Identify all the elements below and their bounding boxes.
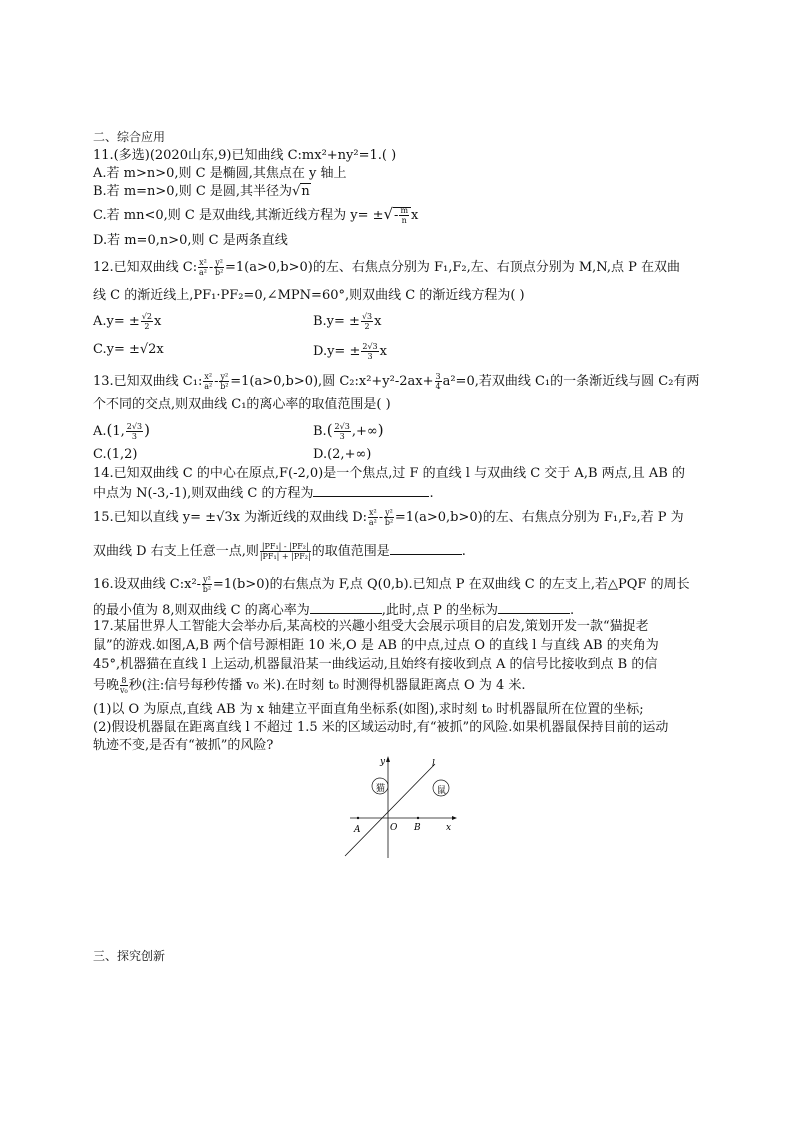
q15-line1: 15.已知以直线 y= ±√3x 为渐近线的双曲线 D: $\frac{\text{x²}}{\text{a²}}$ - $\frac{\text{y²}}{\text{b²}}$ =1(a>0,b>0)的左、右焦点分别为 F₁,F₂,若 P 为 xyxy=(93,508,684,527)
x-axis-arrow xyxy=(452,816,457,820)
q11-option-a: A.若 m>n>0,则 C 是椭圆,其焦点在 y 轴上 xyxy=(93,166,347,181)
q17-line3: 45°,机器猫在直线 l 上运动,机器鼠沿某一曲线运动,且始终有接收到点 A 的信号比接收到点 B 的信 xyxy=(93,657,658,672)
q17-line4: 号晚 $\frac{8}{\text{v₀}}$ 秒(注:信号每秒传播 v₀ 米).在时刻 t₀ 时测得机器鼠距离点 O 为 4 米. xyxy=(93,676,526,695)
q16-eccentricity-blank[interactable] xyxy=(310,601,382,614)
q14-answer-blank[interactable] xyxy=(313,484,429,497)
point-b-label: B xyxy=(414,823,421,833)
line-l-label: l xyxy=(432,759,435,769)
point-b-dot xyxy=(417,817,419,819)
q13-stem-line2: 个不同的交点,则双曲线 C₁的离心率的取值范围是( ) xyxy=(93,397,391,412)
q16-point-blank[interactable] xyxy=(498,601,570,614)
q14-line1: 14.已知双曲线 C 的中心在原点,F(-2,0)是一个焦点,过 F 的直线 l 与双曲线 C 交于 A,B 两点,且 AB 的 xyxy=(93,466,685,481)
q12-stem-line1: 12.已知双曲线 C: $\frac{\text{x²}}{\text{a²}}$ - $\frac{\text{y²}}{\text{b²}}$ =1(a>0,b>0)的左、右焦点分别为 F₁,F₂,左、右顶点分别为 M,N,点 P 在双曲 xyxy=(93,258,680,277)
q12-options-ab: A.y= ± $\frac{√2}{2}$ x B.y= ± $\frac{√3}{2}$ x xyxy=(93,312,382,331)
q11-option-b-radicand: n xyxy=(301,184,310,199)
line-l xyxy=(345,764,435,856)
q16-line1: 16.设双曲线 C:x²- $\frac{\text{y²}}{\text{b²}}$ =1(b>0)的右焦点为 F,点 Q(0,b).已知点 P 在双曲线 C 的左支上,若△PQF 的周长 xyxy=(93,575,690,594)
q11-stem: 11.(多选)(2020山东,9)已知曲线 C:mx²+ny²=1.( ) xyxy=(93,148,397,163)
q17-line2: 鼠”的游戏.如图,A,B 两个信号源相距 10 米,O 是 AB 的中点,过点 O 的直线 l 与直线 AB 的夹角为 xyxy=(93,638,659,653)
q12-stem-line2: 线 C 的渐近线上,PF₁·PF₂=0,∠MPN=60°,则双曲线 C 的渐近线方程为( ) xyxy=(93,288,525,303)
cat-label: 猫 xyxy=(376,784,386,794)
q11-option-b-text: B.若 m=n>0,则 C 是圆,其半径为 xyxy=(93,184,293,199)
q11-option-d: D.若 m=0,n>0,则 C 是两条直线 xyxy=(93,233,288,248)
q17-figure xyxy=(340,750,465,860)
q13-options-cd: C.(1,2) D.(2,+∞) xyxy=(93,447,372,462)
q15-line2: 双曲线 D 右支上任意一点,则 $\frac{\text{|PF₁| - |PF₂|}}{\text{|PF₁| + |PF₂|}}$ 的取值范围是 . xyxy=(93,542,466,561)
x-axis-label: x xyxy=(446,823,452,833)
y-axis-arrow xyxy=(386,756,390,762)
y-axis-label: y xyxy=(380,757,386,767)
q12-options-cd: C.y= ±√2x D.y= ± $\frac{2√3}{3}$ x xyxy=(93,342,387,361)
q17-part2: (2)假设机器鼠在距离直线 l 不超过 1.5 米的区域运动时,有“被抓”的风险.如果机器鼠保持目前的运动 xyxy=(93,720,669,735)
q13-stem-line1: 13.已知双曲线 C₁: $\frac{\text{x²}}{\text{a²}}$ - $\frac{\text{y²}}{\text{b²}}$ =1(a>0,b>0),圆 C₂:x²+y²-2ax+ $\frac{3}{4}$ a²=0,若双曲线 C₁的一条渐近线与圆 C₂有两 xyxy=(93,372,700,391)
q17-part3: 轨迹不变,是否有“被抓”的风险? xyxy=(93,738,274,753)
q13-options-ab: A.(1, $\frac{2√3}{3}$ ) B.( $\frac{2√3}{3}$ ,+∞) xyxy=(93,421,384,441)
q17-part1: (1)以 O 为原点,直线 AB 为 x 轴建立平面直角坐标系(如图),求时刻 t₀ 时机器鼠所在位置的坐标; xyxy=(93,702,644,717)
q11-option-c: C.若 mn<0,则 C 是双曲线,其渐近线方程为 y= ±√- $\frac{m}{n}$ x xyxy=(93,205,419,225)
point-a-label: A xyxy=(354,825,361,835)
q17-line1: 17.某届世界人工智能大会举办后,某高校的兴趣小组受大会展示项目的启发,策划开发一款“猫捉老 xyxy=(93,619,649,634)
q15-answer-blank[interactable] xyxy=(390,542,462,555)
q14-line2: 中点为 N(-3,-1),则双曲线 C 的方程为 . xyxy=(93,486,434,501)
section-3-title: 三、探究创新 xyxy=(93,949,166,963)
origin-label: O xyxy=(390,823,398,833)
q16-line2: 的最小值为 8,则双曲线 C 的离心率为 ,此时,点 P 的坐标为 . xyxy=(93,603,575,618)
mouse-label: 鼠 xyxy=(437,786,447,796)
point-a-dot xyxy=(357,817,359,819)
section-2-title: 二、综合应用 xyxy=(93,130,166,144)
q11-option-b: B.若 m=n>0,则 C 是圆,其半径为√n xyxy=(93,184,310,199)
